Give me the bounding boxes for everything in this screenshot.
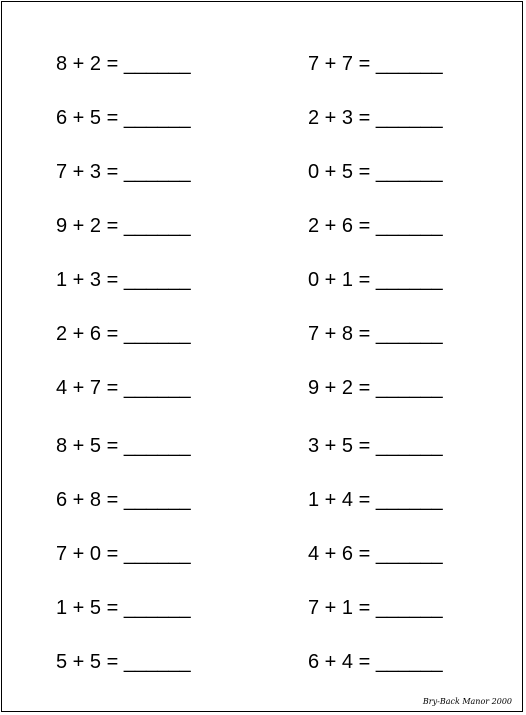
problem-left-5: 1 + 3 = ______ <box>56 269 191 291</box>
problem-left-4: 9 + 2 = ______ <box>56 215 191 237</box>
problem-right-8: 3 + 5 = ______ <box>308 435 443 457</box>
problem-left-9: 6 + 8 = ______ <box>56 489 191 511</box>
problem-right-10: 4 + 6 = ______ <box>308 543 443 565</box>
problem-left-12: 5 + 5 = ______ <box>56 651 191 673</box>
problem-left-6: 2 + 6 = ______ <box>56 323 191 345</box>
problem-right-11: 7 + 1 = ______ <box>308 597 443 619</box>
problem-left-7: 4 + 7 = ______ <box>56 377 191 399</box>
footer-credit: Bry-Back Manor 2000 <box>422 697 512 706</box>
problem-left-8: 8 + 5 = ______ <box>56 435 191 457</box>
problem-left-11: 1 + 5 = ______ <box>56 597 191 619</box>
problem-right-2: 2 + 3 = ______ <box>308 107 443 129</box>
problem-right-7: 9 + 2 = ______ <box>308 377 443 399</box>
worksheet-page <box>1 1 523 712</box>
problem-right-4: 2 + 6 = ______ <box>308 215 443 237</box>
problem-right-6: 7 + 8 = ______ <box>308 323 443 345</box>
problem-right-3: 0 + 5 = ______ <box>308 161 443 183</box>
problem-left-2: 6 + 5 = ______ <box>56 107 191 129</box>
problem-left-3: 7 + 3 = ______ <box>56 161 191 183</box>
problem-right-1: 7 + 7 = ______ <box>308 53 443 75</box>
problem-left-10: 7 + 0 = ______ <box>56 543 191 565</box>
problem-left-1: 8 + 2 = ______ <box>56 53 191 75</box>
problem-right-5: 0 + 1 = ______ <box>308 269 443 291</box>
problem-right-12: 6 + 4 = ______ <box>308 651 443 673</box>
problem-right-9: 1 + 4 = ______ <box>308 489 443 511</box>
